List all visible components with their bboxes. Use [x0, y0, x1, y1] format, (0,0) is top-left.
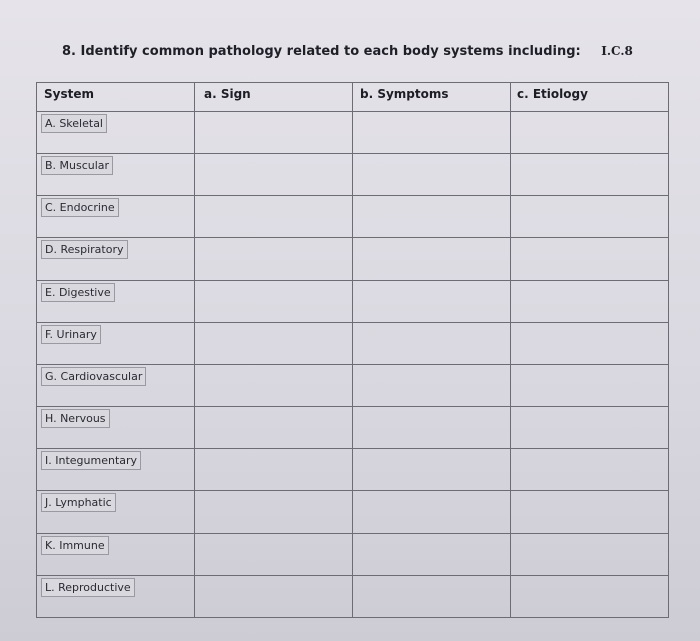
sign-cell[interactable]	[195, 322, 353, 364]
sign-cell[interactable]	[195, 112, 353, 154]
question-text: 8. Identify common pathology related to each body systems including:	[62, 44, 581, 59]
system-label: D. Respiratory	[41, 240, 128, 259]
table-row	[37, 196, 669, 238]
symptoms-cell[interactable]	[353, 322, 511, 364]
etiology-cell[interactable]	[511, 322, 669, 364]
table-row	[37, 533, 669, 575]
etiology-cell[interactable]	[511, 238, 669, 280]
system-cell	[37, 238, 195, 280]
etiology-cell[interactable]	[511, 112, 669, 154]
sign-cell[interactable]	[195, 491, 353, 533]
symptoms-cell[interactable]	[353, 491, 511, 533]
table-row	[37, 112, 669, 154]
table-row	[37, 238, 669, 280]
table-row	[37, 280, 669, 322]
table-row	[37, 364, 669, 406]
etiology-cell[interactable]	[511, 575, 669, 617]
symptoms-cell[interactable]	[353, 154, 511, 196]
system-label: H. Nervous	[41, 409, 110, 428]
question-title	[62, 44, 682, 59]
etiology-cell[interactable]	[511, 449, 669, 491]
header-etiology	[511, 83, 669, 112]
question-reference: I.C.8	[601, 44, 633, 58]
system-label: F. Urinary	[41, 325, 101, 344]
header-system-label: System	[44, 87, 94, 101]
symptoms-cell[interactable]	[353, 533, 511, 575]
system-cell	[37, 322, 195, 364]
sign-cell[interactable]	[195, 407, 353, 449]
header-system	[37, 83, 195, 112]
etiology-cell[interactable]	[511, 154, 669, 196]
system-cell	[37, 407, 195, 449]
system-label: A. Skeletal	[41, 114, 107, 133]
header-sign-label: a. Sign	[204, 87, 251, 101]
symptoms-cell[interactable]	[353, 280, 511, 322]
table-row	[37, 322, 669, 364]
system-cell	[37, 154, 195, 196]
header-etiology-label: c. Etiology	[517, 87, 588, 101]
table-row	[37, 407, 669, 449]
table-row	[37, 154, 669, 196]
system-label: I. Integumentary	[41, 451, 141, 470]
symptoms-cell[interactable]	[353, 196, 511, 238]
system-label: G. Cardiovascular	[41, 367, 146, 386]
header-symptoms	[353, 83, 511, 112]
header-symptoms-label: b. Symptoms	[360, 87, 449, 101]
sign-cell[interactable]	[195, 196, 353, 238]
system-cell	[37, 449, 195, 491]
sign-cell[interactable]	[195, 364, 353, 406]
etiology-cell[interactable]	[511, 364, 669, 406]
system-label: B. Muscular	[41, 156, 113, 175]
system-cell	[37, 196, 195, 238]
sign-cell[interactable]	[195, 238, 353, 280]
system-label: C. Endocrine	[41, 198, 119, 217]
system-label: L. Reproductive	[41, 578, 135, 597]
table-row	[37, 491, 669, 533]
sign-cell[interactable]	[195, 575, 353, 617]
symptoms-cell[interactable]	[353, 364, 511, 406]
system-label: J. Lymphatic	[41, 493, 116, 512]
system-cell	[37, 112, 195, 154]
system-label: K. Immune	[41, 536, 109, 555]
header-row	[37, 83, 669, 112]
symptoms-cell[interactable]	[353, 575, 511, 617]
etiology-cell[interactable]	[511, 491, 669, 533]
header-sign	[195, 83, 353, 112]
symptoms-cell[interactable]	[353, 407, 511, 449]
system-cell	[37, 575, 195, 617]
sign-cell[interactable]	[195, 449, 353, 491]
system-cell	[37, 280, 195, 322]
symptoms-cell[interactable]	[353, 449, 511, 491]
system-label: E. Digestive	[41, 283, 115, 302]
etiology-cell[interactable]	[511, 196, 669, 238]
pathology-table	[36, 82, 669, 618]
sign-cell[interactable]	[195, 154, 353, 196]
etiology-cell[interactable]	[511, 280, 669, 322]
table-row	[37, 449, 669, 491]
table-row	[37, 575, 669, 617]
sign-cell[interactable]	[195, 280, 353, 322]
etiology-cell[interactable]	[511, 407, 669, 449]
system-cell	[37, 364, 195, 406]
sign-cell[interactable]	[195, 533, 353, 575]
etiology-cell[interactable]	[511, 533, 669, 575]
symptoms-cell[interactable]	[353, 112, 511, 154]
system-cell	[37, 533, 195, 575]
system-cell	[37, 491, 195, 533]
symptoms-cell[interactable]	[353, 238, 511, 280]
